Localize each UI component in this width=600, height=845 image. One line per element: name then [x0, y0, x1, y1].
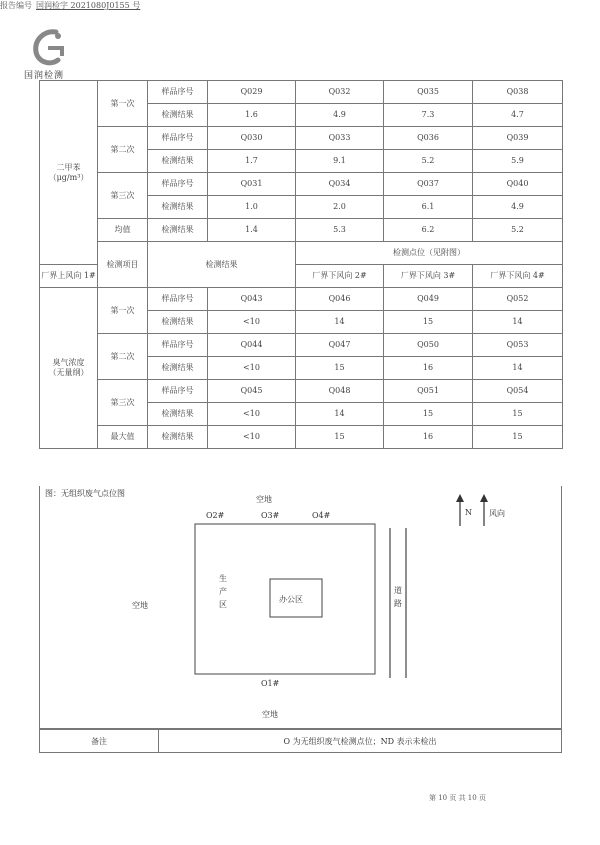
cell: <10 — [208, 426, 296, 449]
cell: Q031 — [208, 173, 296, 196]
cell: 4.7 — [473, 104, 563, 127]
cell: 15 — [473, 403, 563, 426]
cell: Q040 — [473, 173, 563, 196]
cell: 5.3 — [296, 219, 384, 242]
cell: Q030 — [208, 127, 296, 150]
row-label: 检测结果 — [148, 150, 208, 173]
max-label: 最大值 — [98, 426, 148, 449]
remark-text: O 为无组织废气检测点位；ND 表示未检出 — [283, 736, 437, 746]
param-cell: 二甲苯 （μg/m³） — [40, 81, 98, 265]
cell: Q037 — [384, 173, 473, 196]
round-cell: 第一次 — [98, 288, 148, 334]
round-cell: 第二次 — [98, 127, 148, 173]
header-item: 检测项目 — [98, 242, 148, 288]
cell: 14 — [473, 311, 563, 334]
header-point: 厂界下风向 4# — [473, 265, 563, 288]
cell: 6.1 — [384, 196, 473, 219]
row-label: 样品序号 — [148, 334, 208, 357]
cell: Q050 — [384, 334, 473, 357]
cell: Q043 — [208, 288, 296, 311]
header-points: 检测点位（见附图） — [296, 242, 563, 265]
cell: Q052 — [473, 288, 563, 311]
cell: Q051 — [384, 380, 473, 403]
site-diagram — [39, 486, 562, 729]
cell: Q039 — [473, 127, 563, 150]
round-cell: 第一次 — [98, 81, 148, 127]
param-cell: 臭气浓度 （无量纲） — [40, 288, 98, 449]
table-row — [40, 426, 563, 449]
row-label: 检测结果 — [148, 426, 208, 449]
cell: <10 — [208, 357, 296, 380]
cell: 5.9 — [473, 150, 563, 173]
cell: 5.2 — [473, 219, 563, 242]
point-o2: O2# — [206, 511, 225, 520]
wind-arrow-icon — [480, 494, 488, 526]
cell: 1.0 — [208, 196, 296, 219]
cell: 1.6 — [208, 104, 296, 127]
cell: 4.9 — [296, 104, 384, 127]
cell: 14 — [296, 403, 384, 426]
table-row — [40, 127, 563, 150]
north-arrow-icon — [456, 494, 464, 526]
row-label: 检测结果 — [148, 403, 208, 426]
row-label: 检测结果 — [148, 104, 208, 127]
cell: 15 — [473, 426, 563, 449]
cell: Q032 — [296, 81, 384, 104]
wind-label: 风向 — [489, 509, 505, 518]
cell: 15 — [384, 403, 473, 426]
row-label: 样品序号 — [148, 288, 208, 311]
bottom-empty-label: 空地 — [262, 710, 278, 719]
cell: 15 — [384, 311, 473, 334]
table-row — [40, 219, 563, 242]
row-label: 检测结果 — [148, 357, 208, 380]
table-row — [40, 81, 563, 104]
production-area-label: 生产区 — [219, 574, 227, 609]
row-label: 检测结果 — [148, 219, 208, 242]
cell: 6.2 — [384, 219, 473, 242]
top-empty-label: 空地 — [256, 495, 272, 504]
cell: 1.7 — [208, 150, 296, 173]
cell: Q054 — [473, 380, 563, 403]
page-footer: 第 10 页 共 10 页 — [429, 794, 486, 802]
cell: 16 — [384, 426, 473, 449]
header-point: 厂界上风向 1# — [40, 265, 98, 288]
cell: 4.9 — [473, 196, 563, 219]
cell: Q035 — [384, 81, 473, 104]
table-row — [40, 380, 563, 403]
remark-row — [39, 729, 562, 753]
logo-text: 国润检测 — [24, 71, 65, 81]
cell: 2.0 — [296, 196, 384, 219]
cell: <10 — [208, 311, 296, 334]
row-label: 样品序号 — [148, 127, 208, 150]
table-row — [40, 288, 563, 311]
point-o4: O4# — [312, 511, 331, 520]
header-point: 厂界下风向 3# — [384, 265, 473, 288]
cell: 14 — [473, 357, 563, 380]
header-point: 厂界下风向 2# — [296, 265, 384, 288]
road-label: 道路 — [394, 586, 402, 608]
cell: Q053 — [473, 334, 563, 357]
cell: Q045 — [208, 380, 296, 403]
round-cell: 第二次 — [98, 334, 148, 380]
cell: 15 — [296, 426, 384, 449]
row-label: 样品序号 — [148, 173, 208, 196]
results-table — [39, 80, 563, 449]
cell: Q036 — [384, 127, 473, 150]
cell: Q034 — [296, 173, 384, 196]
cell: Q049 — [384, 288, 473, 311]
row-label: 检测结果 — [148, 311, 208, 334]
report-number: 报告编号 国润检字 2021080J0155 号 — [0, 1, 141, 10]
diagram-caption: 图：无组织废气点位图 — [45, 489, 125, 498]
table-row — [40, 334, 563, 357]
cell: 14 — [296, 311, 384, 334]
cell: 9.1 — [296, 150, 384, 173]
header-result: 检测结果 — [148, 242, 296, 288]
left-empty-label: 空地 — [132, 601, 148, 610]
cell: Q033 — [296, 127, 384, 150]
table-header-row — [40, 242, 563, 265]
row-label: 样品序号 — [148, 380, 208, 403]
office-area-label: 办公区 — [279, 595, 303, 604]
point-o1: O1# — [261, 679, 280, 688]
row-label: 检测结果 — [148, 196, 208, 219]
north-label: N — [465, 508, 472, 517]
point-o3: O3# — [261, 511, 280, 520]
row-label: 样品序号 — [148, 81, 208, 104]
cell: <10 — [208, 403, 296, 426]
cell: 16 — [384, 357, 473, 380]
avg-label: 均值 — [98, 219, 148, 242]
cell: 5.2 — [384, 150, 473, 173]
cell: 1.4 — [208, 219, 296, 242]
cell: Q038 — [473, 81, 563, 104]
cell: Q044 — [208, 334, 296, 357]
cell: Q046 — [296, 288, 384, 311]
cell: Q029 — [208, 81, 296, 104]
cell: Q047 — [296, 334, 384, 357]
remark-label: 备注 — [40, 730, 159, 752]
diagram-lines — [40, 486, 563, 729]
table-row — [40, 173, 563, 196]
round-cell: 第三次 — [98, 173, 148, 219]
round-cell: 第三次 — [98, 380, 148, 426]
cell: 15 — [296, 357, 384, 380]
cell: Q048 — [296, 380, 384, 403]
cell: 7.3 — [384, 104, 473, 127]
